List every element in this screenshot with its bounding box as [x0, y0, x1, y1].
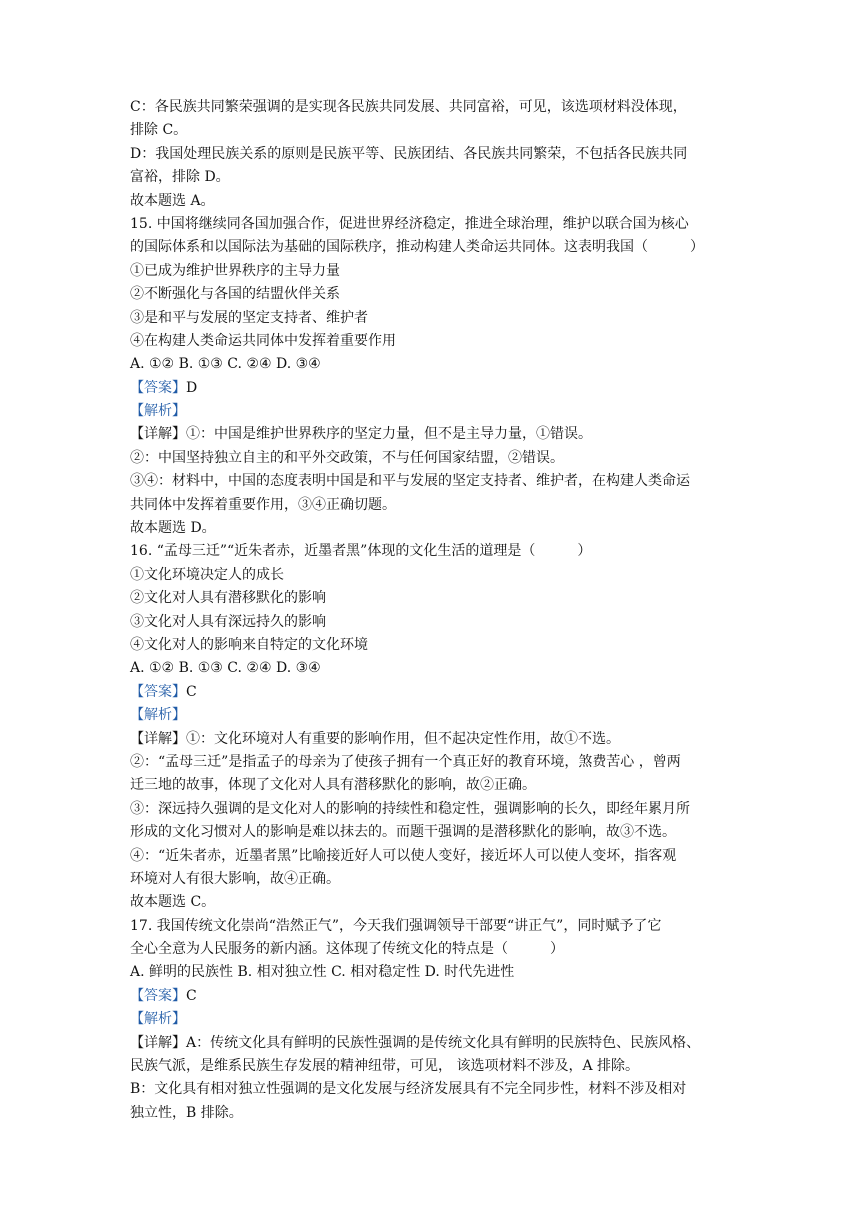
section-tag: 【解析】 [130, 1011, 186, 1028]
text-line: ②：中国坚持独立自主的和平外交政策，不与任何国家结盟，②错误。 [130, 449, 564, 466]
answer-label-line [130, 985, 740, 1008]
text-line: A. ①② B. ①③ C. ②④ D. ③④ [130, 660, 321, 677]
text-line: ③：深远持久强调的是文化对人的影响的持续性和稳定性，强调影响的长久，即经年累月所 [130, 800, 690, 817]
text-line: 形成的文化习惯对人的影响是难以抹去的。而题干强调的是潜移默化的影响，故③不选。 [130, 824, 676, 841]
section-tag: 【解析】 [130, 707, 186, 724]
answer-label-line [130, 1008, 740, 1031]
text-line: 独立性，B 排除。 [130, 1104, 243, 1121]
text-line: 民族气派，是维系民族生存发展的精神纽带，可见， 该选项材料不涉及，A 排除。 [130, 1058, 640, 1075]
text-line: 15. 中国将继续同各国加强合作，促进世界经济稳定，推进全球治理，维护以联合国为核心 [130, 215, 689, 232]
text-line: 排除 C。 [130, 122, 188, 139]
text-line: 【详解】①：文化环境对人有重要的影响作用，但不起决定性作用，故①不选。 [130, 730, 620, 747]
text-line: 故本题选 D。 [130, 520, 216, 537]
answer-label-line [130, 400, 740, 423]
text-line: ①已成为维护世界秩序的主导力量 [130, 262, 340, 279]
text-line: ②文化对人具有潜移默化的影响 [130, 590, 326, 607]
text-line: 共同体中发挥着重要作用，③④正确切题。 [130, 496, 396, 513]
section-tag: 【答案】 [130, 683, 186, 700]
text-line: B：文化具有相对独立性强调的是文化发展与经济发展具有不完全同步性，材料不涉及相对 [130, 1081, 687, 1098]
answer-value: C [186, 683, 197, 700]
text-line: 的国际体系和以国际法为基础的国际秩序，推动构建人类命运共同体。这表明我国（ ） [130, 239, 704, 256]
text-line: ③是和平与发展的坚定支持者、维护者 [130, 309, 368, 326]
section-tag: 【答案】 [130, 987, 186, 1004]
text-line: D：我国处理民族关系的原则是民族平等、民族团结、各民族共同繁荣，不包括各民族共同 [130, 145, 688, 162]
answer-label-line [130, 377, 740, 400]
answer-label-line [130, 681, 740, 704]
answer-value: C [186, 987, 197, 1004]
text-line: ②不断强化与各国的结盟伙伴关系 [130, 286, 340, 303]
text-line: A. 鲜明的民族性 B. 相对独立性 C. 相对稳定性 D. 时代先进性 [130, 964, 515, 981]
text-line: ④在构建人类命运共同体中发挥着重要作用 [130, 332, 396, 349]
text-line: ②：“孟母三迁”是指孟子的母亲为了使孩子拥有一个真正好的教育环境，煞费苦心 ，曾两 [130, 753, 681, 770]
text-line: 17. 我国传统文化崇尚“浩然正气”，今天我们强调领导干部要“讲正气”，同时赋予了它 [130, 917, 662, 934]
section-tag: 【解析】 [130, 403, 186, 420]
text-line: ①文化环境决定人的成长 [130, 566, 284, 583]
text-line: ③文化对人具有深远持久的影响 [130, 613, 326, 630]
text-line: 全心全意为人民服务的新内涵。这体现了传统文化的特点是（ ） [130, 941, 564, 958]
text-line: 【详解】①：中国是维护世界秩序的坚定力量，但不是主导力量，①错误。 [130, 426, 592, 443]
text-line: ④文化对人的影响来自特定的文化环境 [130, 636, 368, 653]
text-line: 环境对人有很大影响，故④正确。 [130, 870, 340, 887]
text-line: C：各民族共同繁荣强调的是实现各民族共同发展、共同富裕，可见，该选项材料没体现， [130, 99, 687, 115]
text-line: 迁三地的故事，体现了文化对人具有潜移默化的影响，故②正确。 [130, 777, 536, 794]
answer-value: D [186, 379, 198, 396]
text-line: ③④：材料中，中国的态度表明中国是和平与发展的坚定支持者、维护者，在构建人类命运 [130, 473, 690, 490]
document-page [130, 96, 740, 1125]
text-line: ④：“近朱者赤，近墨者黑”比喻接近好人可以使人变好，接近坏人可以使人变坏，指客观 [130, 847, 677, 864]
text-line: 富裕，排除 D。 [130, 169, 230, 186]
text-line: 16. “孟母三迁”“近朱者赤，近墨者黑”体现的文化生活的道理是（ ） [130, 543, 592, 560]
text-line: 故本题选 C。 [130, 894, 216, 911]
section-tag: 【答案】 [130, 379, 186, 396]
text-line: A. ①② B. ①③ C. ②④ D. ③④ [130, 356, 321, 373]
answer-label-line [130, 704, 740, 727]
text-line: 【详解】A：传统文化具有鲜明的民族性强调的是传统文化具有鲜明的民族特色、民族风格、 [130, 1034, 701, 1051]
text-line: 故本题选 A。 [130, 192, 215, 209]
